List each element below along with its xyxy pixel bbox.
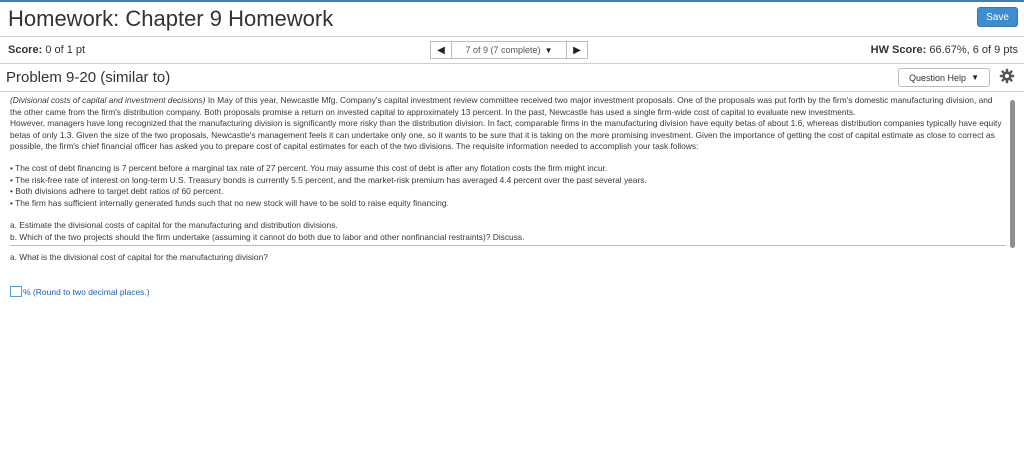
answer-row [10, 286, 150, 297]
question-a: a. Estimate the divisional costs of capital for the manufacturing and distribution divisions. [10, 220, 338, 231]
list-item: • Both divisions adhere to target debt ratios of 60 percent. [10, 186, 224, 197]
problem-title: Problem 9-20 (similar to) [6, 69, 171, 86]
triangle-right-icon: ▶ [573, 44, 581, 56]
top-accent-line [0, 0, 1024, 2]
triangle-left-icon: ◀ [437, 44, 445, 56]
divider [0, 63, 1024, 64]
question-select-label: 7 of 9 (7 complete) [465, 45, 541, 55]
gear-icon[interactable] [999, 68, 1015, 84]
score-bar [0, 38, 1024, 62]
intro-title: (Divisional costs of capital and investment decisions) [10, 95, 206, 105]
question-b: b. Which of the two projects should the firm undertake (assuming it cannot do both due to labor and other nonfinancial restraints)? Discuss. [10, 232, 1006, 246]
intro-paragraph [10, 95, 1006, 118]
hw-score-label: HW Score: [870, 44, 927, 56]
question-navigator [430, 41, 588, 59]
score-label: Score: [8, 44, 43, 56]
caret-down-icon: ▼ [971, 73, 979, 82]
next-question-button[interactable] [566, 41, 588, 59]
answer-hint: % (Round to two decimal places.) [23, 286, 150, 297]
intro-text: In May of this year, Newcastle Mfg. Company's capital investment review committee received two major investment proposals. One of the proposals was put forth by the firm's domestic manufacturing division, and the other came from the firm's distribution company. Both proposals promise a return on invested capital to approximately 13 percent. In the past, Newcastle has used a single firm-wide cost of capital to evaluate new investments. [10, 95, 993, 117]
scrollbar[interactable] [1010, 100, 1015, 248]
sub-question: a. What is the divisional cost of capital for the manufacturing division? [10, 251, 268, 262]
caret-down-icon: ▼ [544, 45, 553, 55]
previous-question-button[interactable] [430, 41, 452, 59]
answer-input[interactable] [10, 286, 22, 297]
hw-score [871, 44, 1018, 56]
list-item: • The firm has sufficient internally generated funds such that no new stock will have to be sold to raise equity financing. [10, 197, 449, 208]
question-help-button[interactable] [898, 68, 990, 87]
question-help-label: Question Help [909, 72, 967, 83]
hw-score-value: 66.67%, 6 of 9 pts [929, 44, 1018, 56]
list-item: • The risk-free rate of interest on long-term U.S. Treasury bonds is currently 5.5 percent, and the market-risk premium has averaged 4.4 percent over the past several years. [10, 174, 647, 185]
problem-content [10, 95, 1006, 263]
page-title: Homework: Chapter 9 Homework [8, 6, 334, 31]
score [8, 44, 85, 56]
questions [10, 220, 1006, 263]
list-item: • The cost of debt financing is 7 percent before a marginal tax rate of 27 percent. You may assume this cost of debt is after any flotation costs the firm might incur. [10, 162, 608, 173]
assumption-list [10, 163, 1006, 209]
save-button[interactable]: Save [977, 7, 1018, 27]
question-select[interactable] [452, 41, 566, 59]
score-value: 0 of 1 pt [45, 44, 86, 56]
divider [0, 91, 1024, 92]
divider [0, 36, 1024, 37]
context-paragraph: However, managers have long recognized that the manufacturing division is significantly more risky than the distribution division. In fact, comparable firms in the manufacturing division have equity betas of about 1.6, whereas distribution companies typically have equity betas of only 1.3. Given the size of the two proposals, Newcastle's management feels it can undertake only one, so it wants to be sure that it is taking on the more promising investment. Given the importance of getting the cost of capital estimate as close to correct as possible, the firm's chief financial officer has asked you to prepare cost of capital estimates for each of the two divisions. The requisite information needed to accomplish your task follows: [10, 118, 1002, 152]
